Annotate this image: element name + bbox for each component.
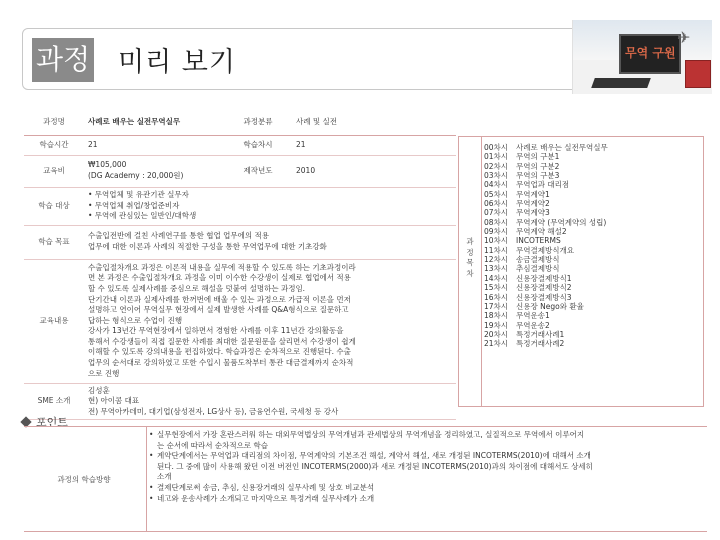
chapter-title: 신용장 Nego와 환율: [516, 301, 584, 311]
chapter-number: 12차시: [484, 255, 509, 265]
point-list: [149, 430, 704, 504]
point-line: 소개: [157, 472, 172, 482]
chapter-title: 무역계약 (무역계약의 성립): [516, 217, 607, 227]
chapter-item: [484, 199, 608, 208]
point-item: [149, 430, 704, 451]
chapter-number: 14차시: [484, 273, 509, 283]
chapter-item: [484, 330, 608, 339]
content-line: 강사가 13년간 무역현장에서 일하면서 경험한 사례를 이후 11년간 강의활동을: [88, 326, 344, 336]
content-line: 이해할 수 있도록 강의내용을 편집하였다. 학습과정은 순차적으로 진행된다. 수출: [88, 347, 351, 357]
category-label: 과정분류: [224, 111, 292, 135]
chapter-label-char: 과: [466, 237, 474, 246]
goal-value: [84, 225, 456, 259]
content-line: 업무의 순서대로 강의하였고 또한 수입시 물품도착부터 통관 대금결제까지 순차적: [88, 358, 354, 368]
chapter-number: 16차시: [484, 292, 509, 302]
chapter-number: 18차시: [484, 311, 509, 321]
point-item: [149, 494, 704, 505]
chapter-title: 무역계약3: [516, 208, 550, 218]
chapter-number: 00차시: [484, 143, 509, 152]
divider: [481, 137, 482, 406]
chapter-number: 19차시: [484, 320, 509, 330]
chapter-number: 17차시: [484, 301, 509, 311]
goal-label: 학습 목표: [24, 225, 84, 259]
table-row: [24, 111, 456, 135]
point-item: [149, 483, 704, 494]
chapter-item: [484, 171, 608, 180]
chapter-item: [484, 246, 608, 255]
sme-line: 김성훈: [88, 385, 110, 395]
chapter-item: [484, 236, 608, 245]
chapter-title: 무역결제방식개요: [516, 245, 574, 255]
chapter-title: 특정거래사례1: [516, 329, 565, 339]
year-label: 제작년도: [224, 155, 292, 187]
course-name-value: 사례로 배우는 실전무역실무: [84, 111, 224, 135]
target-label: 학습 대상: [24, 187, 84, 225]
fee-note: (DG Academy : 20,000원): [88, 171, 184, 180]
monitor-screen-text: 무역 구원: [625, 46, 676, 60]
chapter-number: 21차시: [484, 339, 509, 349]
sme-line: 현) 아이콤 대표: [88, 396, 140, 406]
fee-label: 교육비: [24, 155, 84, 187]
chapter-list-panel: [458, 136, 704, 407]
chapter-item: [484, 218, 608, 227]
sme-value: [84, 383, 456, 420]
chapter-label-char: 차: [466, 268, 474, 278]
content-line: 으로 진행: [88, 368, 120, 378]
chapter-title: 신용장결제방식2: [516, 283, 572, 293]
chapter-item: [484, 321, 608, 330]
chapter-title: 무역계약 해설2: [516, 227, 567, 237]
monitor-icon: [619, 34, 681, 74]
table-row: [24, 155, 456, 187]
content-label: 교육내용: [24, 259, 84, 383]
point-label: 과정의 학습방향: [57, 474, 111, 484]
chapter-title: INCOTERMS: [516, 236, 561, 246]
chapter-title: 무역의 구분3: [516, 171, 560, 181]
chapter-list: [484, 143, 608, 349]
content-line: 면 본 과정은 수출입절차개요 과정을 이미 이수한 수강생이 실제로 협업에서 적용: [88, 273, 351, 283]
chapter-number: 04차시: [484, 180, 509, 190]
chapter-item: [484, 293, 608, 302]
sme-label: SME 소개: [24, 383, 84, 420]
chapter-item: [484, 283, 608, 292]
chapter-item: [484, 152, 608, 161]
chapter-number: 05차시: [484, 189, 509, 199]
content-line: 통해서 수강생들이 직접 질문한 사례를 최대한 질문원문을 살리면서 수강생이 쉽게: [88, 336, 356, 346]
chapter-number: 09차시: [484, 227, 509, 237]
chapter-label-char: 목: [466, 258, 474, 267]
sessions-label: 학습차시: [224, 135, 292, 155]
chapter-title: 사례로 배우는 실전무역실무: [516, 143, 608, 152]
goal-line: 업무에 대한 이론과 사례의 적절한 구성을 통한 무역업무에 대한 기초강화: [88, 242, 327, 251]
chapter-label-char: 정: [466, 247, 474, 257]
chapter-title: 무역의 구분1: [516, 152, 560, 162]
chapter-item: [484, 180, 608, 189]
chapter-title: 특정거래사례2: [516, 339, 565, 349]
course-name-label: 과정명: [24, 111, 84, 135]
sme-line: 전) 무역아카데미, 대기업(삼성전자, LG상사 등), 금융연수원, 국세청 등 강사: [88, 406, 339, 416]
page-subtitle: 미리 보기: [118, 47, 236, 78]
table-row: [24, 225, 456, 259]
content-line: 답하는 형식으로 수업이 진행: [88, 315, 183, 325]
point-item: [149, 451, 704, 483]
chapter-title: 신용장결제방식1: [516, 273, 572, 283]
point-line: 실무현장에서 가장 혼란스러워 하는 대외무역법상의 무역개념과 관세법상의 무역개념을 정리하였고, 실질적으로 무역에서 이루어지: [157, 430, 585, 439]
chapter-number: 10차시: [484, 236, 509, 246]
table-row: [24, 187, 456, 225]
chapter-title: 무역운송2: [516, 320, 550, 330]
chapter-item: [484, 302, 608, 311]
chapter-item: [484, 274, 608, 283]
hours-value: 21: [84, 135, 224, 155]
sessions-value: 21: [292, 135, 456, 155]
chapter-title: 신용장결제방식3: [516, 292, 572, 302]
chapter-number: 02차시: [484, 161, 509, 171]
chapter-title: 무역계약2: [516, 199, 550, 209]
table-row: [24, 135, 456, 155]
fee-amount: ₩105,000: [88, 160, 127, 170]
content-line: 수출입절차개요 과정은 이론적 내용을 실무에 적용할 수 있도록 하는 기초과정이라: [88, 262, 356, 272]
chapter-number: 15차시: [484, 283, 509, 293]
chapter-title: 무역계약1: [516, 189, 550, 199]
fee-value: [84, 155, 224, 187]
chapter-title: 무역운송1: [516, 311, 550, 321]
chapter-number: 20차시: [484, 329, 509, 339]
chapter-title: 추심결제방식: [516, 264, 560, 274]
point-line: 결제단계로써 송금, 추심, 신용장거래의 실무사례 및 상호 비교분석: [157, 482, 375, 492]
chapter-title: 송금결제방식: [516, 255, 560, 265]
point-line: 는 순서에 따라서 순차적으로 학습: [157, 440, 268, 450]
content-line: 할 수 있도록 실제사례를 중심으로 해설을 덧붙여 설명하는 과정임.: [88, 283, 306, 293]
airplane-icon: ✈: [677, 28, 691, 47]
point-line: 계약단계에서는 무역업과 대리점의 차이점, 무역계약의 기본조건 해설, 계약서 해설, 새로 개정된 INCOTERMS(2010)에 대해서 소개: [157, 451, 591, 461]
goal-line: 수출입전반에 걸친 사례연구를 통한 협업 업무에의 적용: [88, 231, 269, 241]
category-value: 사례 및 실전: [292, 111, 456, 135]
chapter-number: 06차시: [484, 199, 509, 209]
chapter-item: [484, 264, 608, 273]
point-box: [24, 426, 707, 532]
chapter-item: [484, 339, 608, 348]
point-heading-text: 포인트: [36, 416, 68, 429]
course-info-table: [24, 111, 456, 420]
chapter-number: 11차시: [484, 245, 509, 255]
target-line: • 무역에 관심있는 일반인/대학생: [88, 211, 197, 221]
chapter-number: 08차시: [484, 217, 509, 227]
hours-label: 학습시간: [24, 135, 84, 155]
content-value: [84, 259, 456, 383]
chapter-item: [484, 162, 608, 171]
chapter-title: 무역의 구분2: [516, 161, 560, 171]
keyboard-icon: [591, 78, 651, 88]
container-icon: [685, 60, 711, 88]
chapter-item: [484, 208, 608, 217]
chapter-number: 01차시: [484, 152, 509, 162]
point-line: 네고와 운송사례가 소개되고 마지막으로 특정거래 실무사례가 소개: [157, 493, 375, 503]
divider: [146, 427, 147, 531]
content-line: 단기간내 이론과 실제사례를 한꺼번에 배울 수 있는 과정으로 가급적 이론을 먼저: [88, 294, 351, 304]
target-line: • 무역업체 취업/창업준비자: [88, 200, 180, 210]
page-title: 과정: [32, 38, 94, 82]
chapter-number: 07차시: [484, 208, 509, 218]
content-line: 설명하고 연이어 무역실무 현장에서 실제 발생한 사례를 Q&A형식으로 질문하고: [88, 305, 349, 315]
target-line: • 무역업체 및 유관기관 실무자: [88, 190, 189, 200]
point-line: 된다. 그 중에 많이 사용해 왔던 이전 버전인 INCOTERMS(2000)과 새로 개정된 INCOTERMS(2010)과의 차이점에 대해서도 상세히: [157, 461, 593, 471]
chapter-item: [484, 143, 608, 152]
year-value: 2010: [292, 155, 456, 187]
table-row: [24, 383, 456, 420]
chapter-title: 무역업과 대리점: [516, 180, 570, 190]
chapter-number: 03차시: [484, 171, 509, 181]
chapter-number: 13차시: [484, 264, 509, 274]
header-illustration: [572, 20, 712, 94]
target-value: [84, 187, 456, 225]
chapter-item: [484, 311, 608, 320]
table-row: [24, 259, 456, 383]
chapter-list-label: [463, 237, 477, 279]
chapter-item: [484, 190, 608, 199]
